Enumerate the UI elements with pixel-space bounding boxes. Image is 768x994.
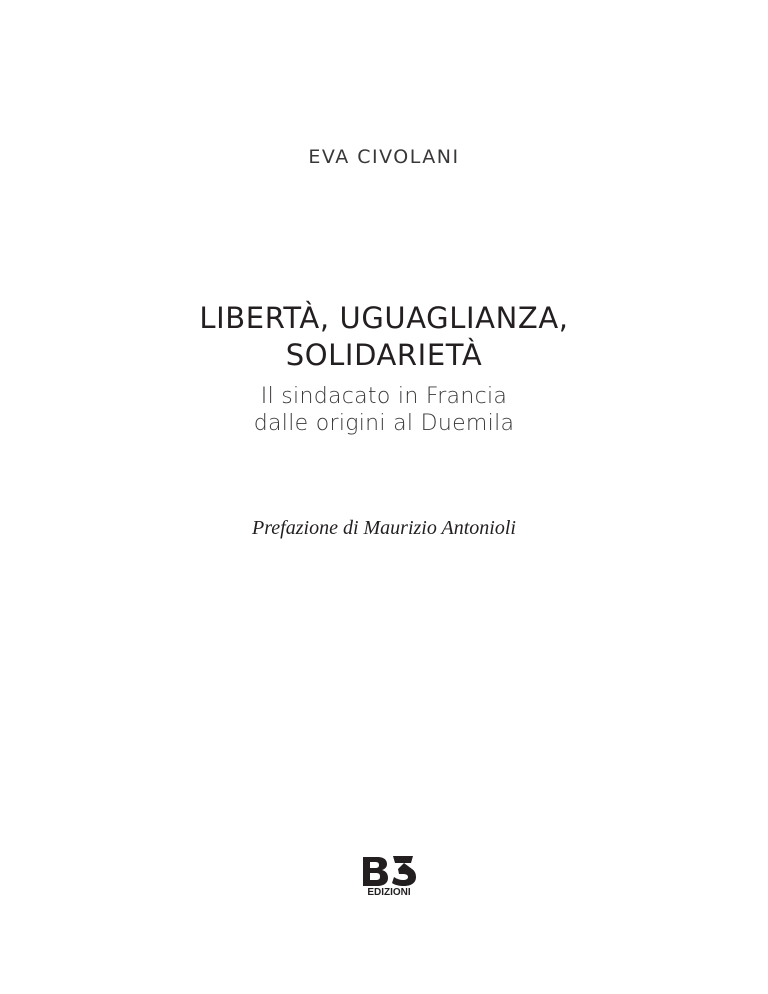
book-subtitle [0,383,768,437]
b3-logo-icon [360,855,418,887]
book-title-line-1: LIBERTÀ, UGUAGLIANZA, [199,301,569,335]
publisher-name: EDIZIONI [367,887,411,898]
book-title-line-2: SOLIDARIETÀ [285,338,483,372]
book-subtitle-line-2: dalle origini al Duemila [253,411,515,436]
book-title [0,300,768,374]
author-name: EVA CIVOLANI [308,146,460,168]
book-subtitle-line-1: Il sindacato in Francia [260,384,508,409]
preface-credit: Prefazione di Maurizio Antonioli [252,517,516,539]
